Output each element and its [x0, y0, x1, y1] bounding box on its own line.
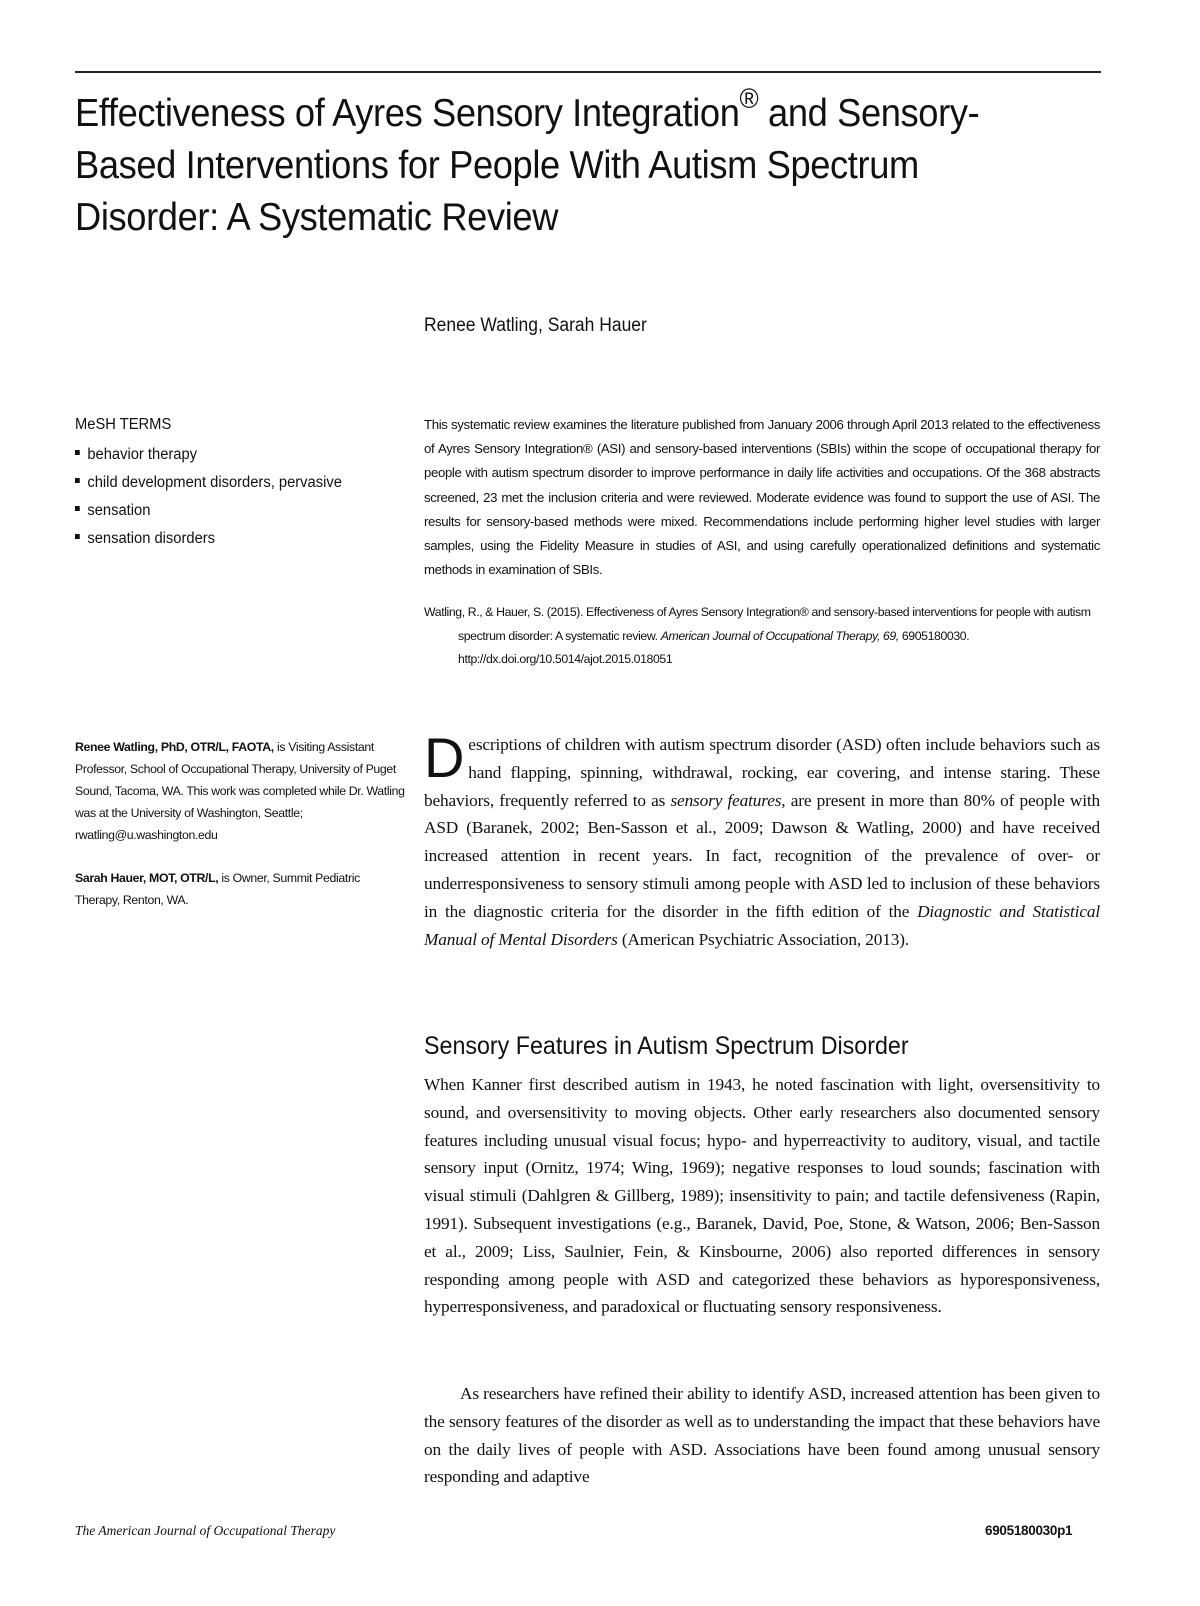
bullet-icon — [75, 506, 80, 511]
mesh-terms-box — [75, 415, 415, 553]
italic-book-title: Diagnostic and Statistical Manual of Mental Disorders — [424, 901, 1100, 949]
bio-name: Sarah Hauer, MOT, OTR/L, — [75, 871, 219, 885]
registered-trademark: ® — [739, 83, 759, 114]
body-paragraph: When Kanner first described autism in 1943, he noted fascination with light, oversensitivity to sound, and oversensitivity to moving objects. Other early researchers also documented sensory features including unusual visual focus; hypo- and hyperreactivity to auditory, visual, and tactile sensory input (Ornitz, 1974; Wing, 1969); negative responses to loud sounds; fascination with visual stimuli (Dahlgren & Gillberg, 1989); insensitivity to pain; and tactile defensiveness (Rapin, 1991). Subsequent investigations (e.g., Baranek, David, Poe, Stone, & Watson, 2006; Ben-Sasson et al., 2009; Liss, Saulnier, Fein, & Kinsbourne, 2006) also reported differences in sensory responding among people with ASD and categorized these behaviors as hyporesponsiveness, hyperresponsiveness, and paradoxical or fluctuating sensory responsiveness. — [424, 1075, 1100, 1317]
drop-cap: D — [424, 726, 465, 789]
author-bio-watling — [75, 736, 405, 846]
citation-tail: 6905180030. http://dx.doi.org/10.5014/ajot.2015.018051 — [458, 628, 970, 666]
citation-lead: Watling, R., & Hauer, S. (2015). Effectiveness of Ayres Sensory Integration® and sensory-based interventions for people with autism spectrum disorder: A systematic review. — [424, 605, 1091, 643]
bullet-icon — [75, 478, 80, 483]
mesh-term-list — [75, 441, 415, 553]
bullet-icon — [75, 534, 80, 539]
bio-text: is Visiting Assistant Professor, School of Occupational Therapy, University of Puget Sound, Tacoma, WA. This work was completed while Dr. Watling was at the University of Washington, Seattle; rwatling@u.washington.edu — [75, 740, 405, 842]
abstract: This systematic review examines the literature published from January 2006 through April 2013 related to the effectiveness of Ayres Sensory Integration® (ASI) and sensory-based interventions (SBIs) within the scope of occupational therapy for people with autism spectrum disorder to improve performance in daily life activities and occupations. Of the 368 abstracts screened, 23 met the inclusion criteria and were reviewed. Moderate evidence was found to support the use of ASI. The results for sensory-based methods were mixed. Recommendations include performing higher level studies with larger samples, using the Fidelity Measure in studies of ASI, and using carefully operationalized definitions and systematic methods in examination of SBIs. — [424, 417, 1100, 578]
bio-text: is Owner, Summit Pediatric Therapy, Renton, WA. — [75, 871, 360, 907]
article-title — [75, 83, 1042, 244]
title-part-2: and Sensory-Based Interventions for People With Autism Spectrum Disorder: A Systematic Review — [75, 92, 980, 239]
section-heading: Sensory Features in Autism Spectrum Disorder — [424, 1032, 909, 1060]
mesh-heading: MeSH TERMS — [75, 416, 172, 433]
author-list: Renee Watling, Sarah Hauer — [424, 315, 647, 336]
mesh-term: sensation — [75, 497, 398, 525]
author-bio-hauer — [75, 867, 405, 911]
body-paragraph: As researchers have refined their ability to identify ASD, increased attention has been given to the sensory features of the disorder as well as to understanding the impact that these behaviors have on the daily lives of people with ASD. Associations have been found among unusual sensory responding and adaptive — [424, 1384, 1100, 1487]
title-part-1: Effectiveness of Ayres Sensory Integration — [75, 92, 740, 135]
header-rule — [75, 71, 1101, 73]
intro-paragraph: Descriptions of children with autism spectrum disorder (ASD) often include behaviors such as hand flapping, spinning, withdrawal, rocking, ear covering, and intense staring. These behaviors, frequently referred to as sensory features, are present in more than 80% of people with ASD (Baranek, 2002; Ben-Sasson et al., 2009; Dawson & Watling, 2000) and have received increased attention in recent years. In fact, recognition of the prevalence of over- or underresponsiveness to sensory stimuli among people with ASD led to inclusion of these behaviors in the diagnostic criteria for the disorder in the fifth edition of the Diagnostic and Statistical Manual of Mental Disorders (American Psychiatric Association, 2013). — [424, 726, 1100, 949]
mesh-term: sensation disorders — [75, 525, 398, 553]
footer-journal-name: The American Journal of Occupational Therapy — [75, 1523, 336, 1538]
italic-term: sensory features, — [670, 790, 786, 810]
bullet-icon — [75, 450, 80, 455]
footer-page-number: 6905180030p1 — [985, 1523, 1073, 1538]
citation-journal: American Journal of Occupational Therapy, 69, — [660, 628, 899, 643]
bio-name: Renee Watling, PhD, OTR/L, FAOTA, — [75, 740, 274, 754]
citation — [424, 601, 1134, 672]
mesh-term: child development disorders, pervasive — [75, 469, 398, 497]
mesh-term: behavior therapy — [75, 441, 398, 469]
